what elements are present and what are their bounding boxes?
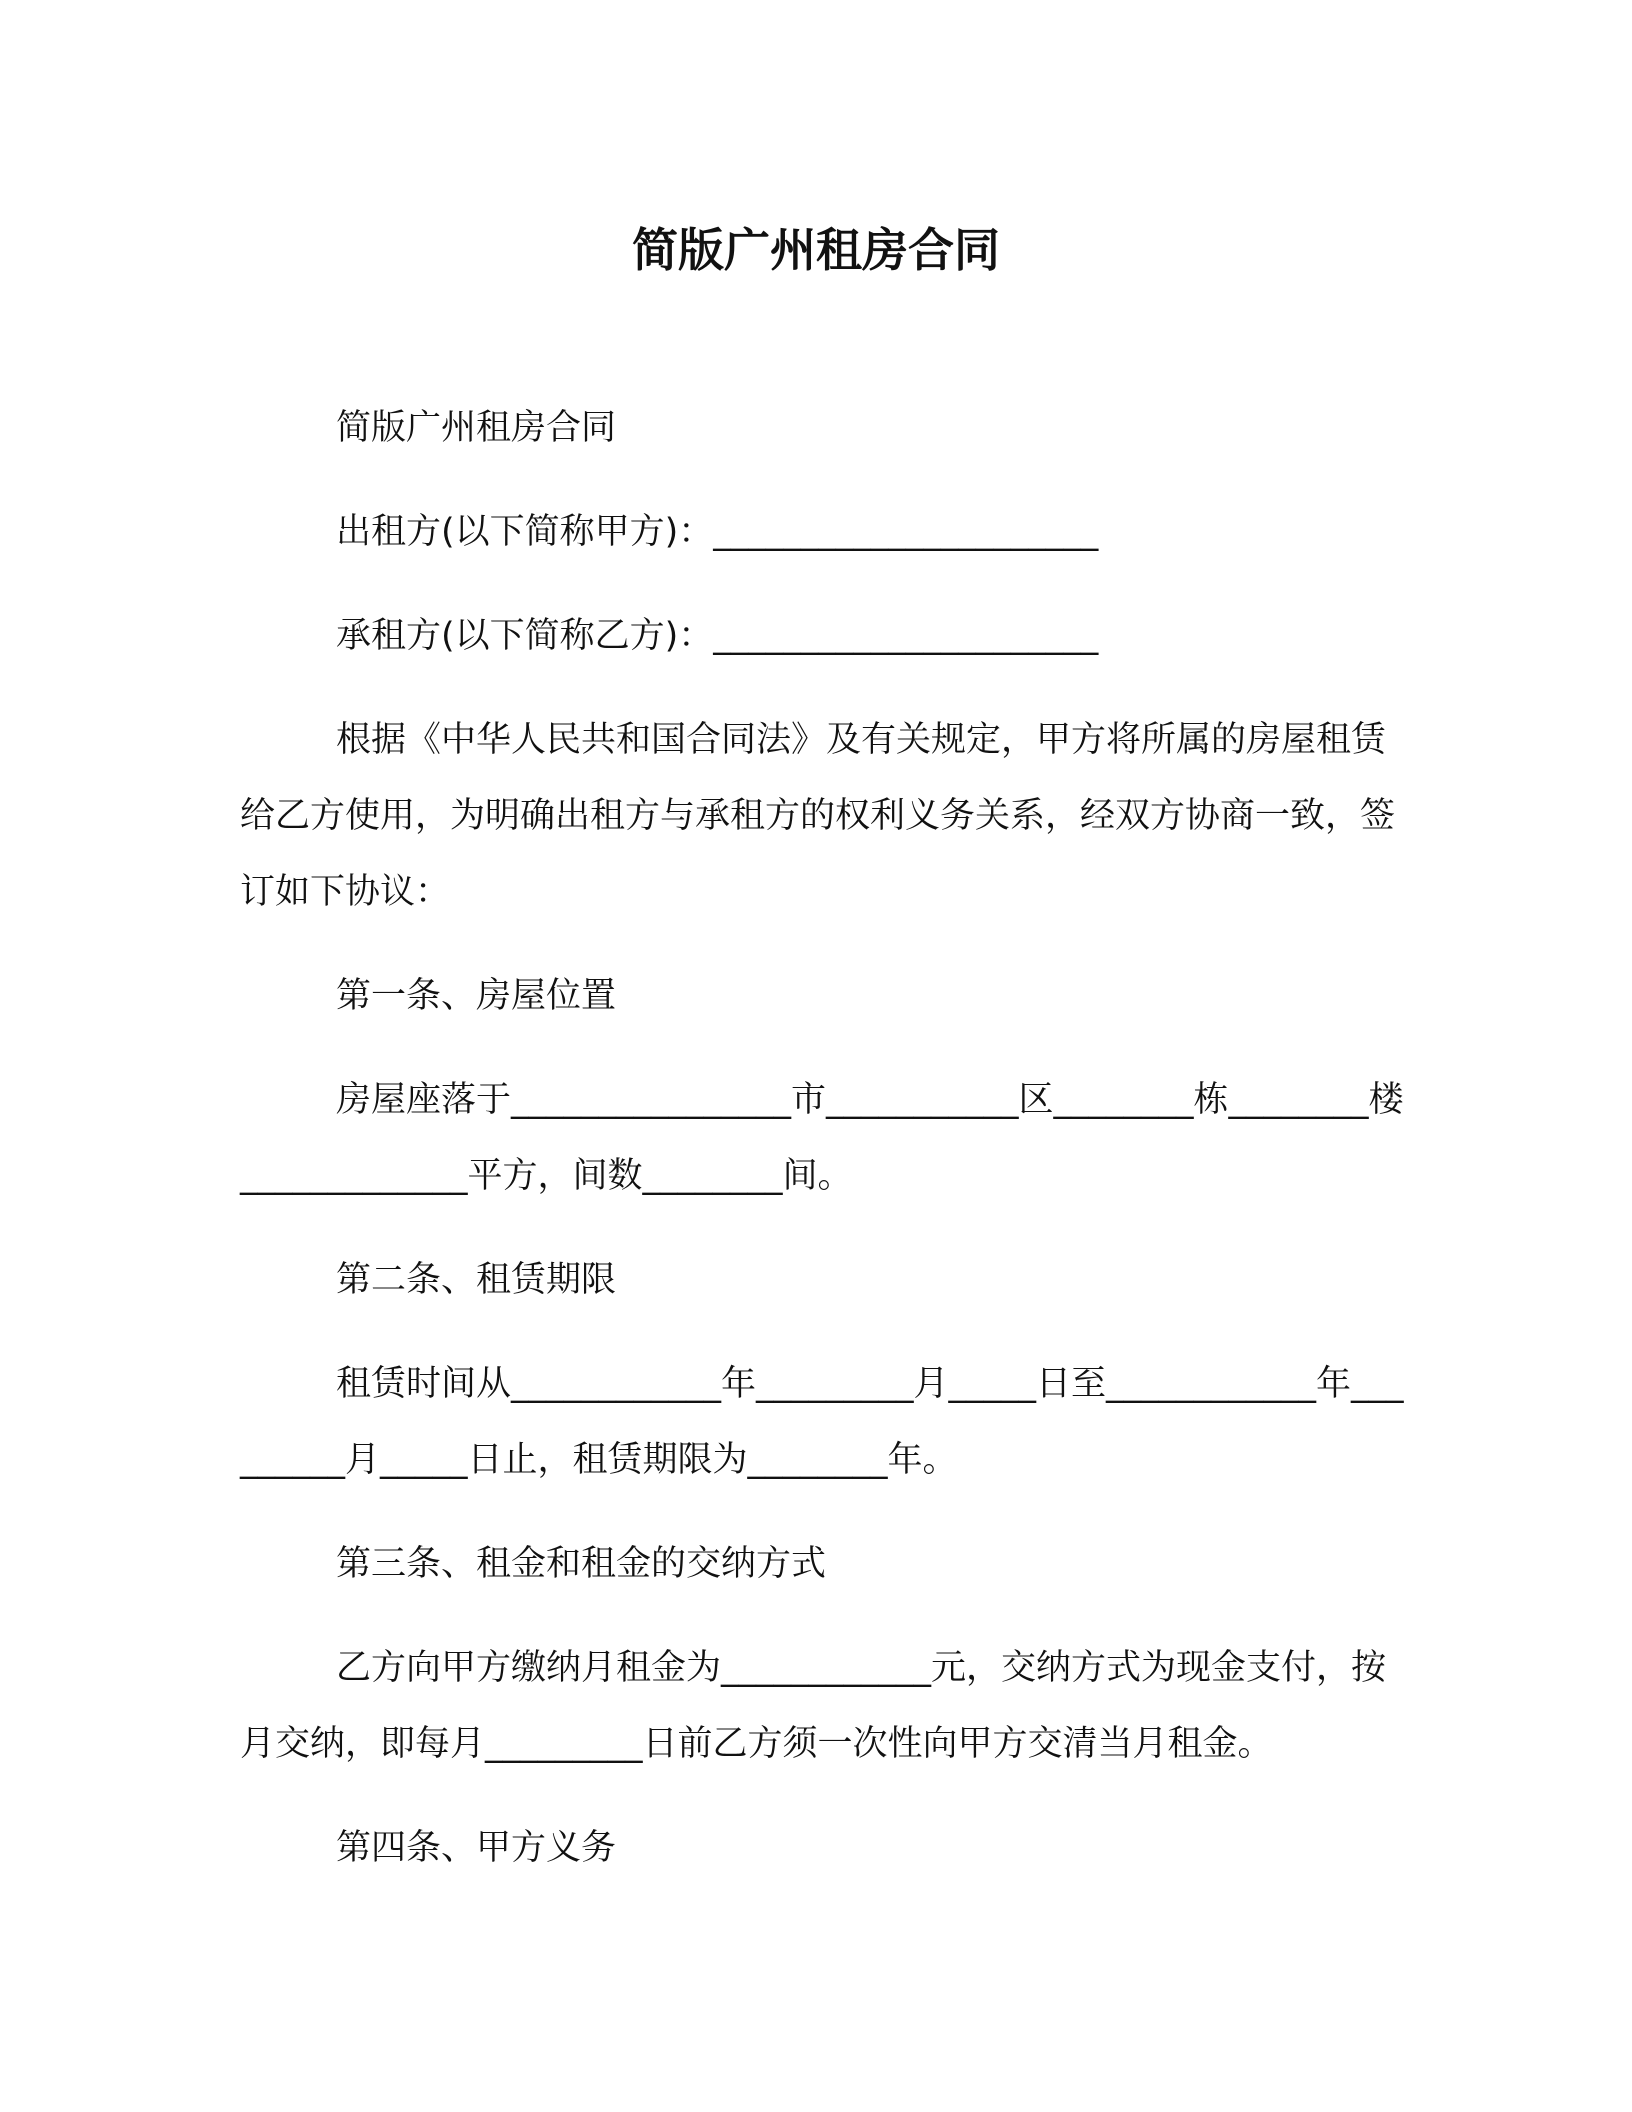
paragraph-article-3-body: 乙方向甲方缴纳月租金为____________元，交纳方式为现金支付，按月交纳，即每月_________日前乙方须一次性向甲方交清当月租金。 <box>240 1648 1387 1764</box>
paragraph-lessee: 承租方(以下简称乙方)：______________________ <box>336 616 1099 656</box>
paragraph-article-2-body: 租赁时间从____________年_________月_____日至____________年_________月_____日止，租赁期限为________年。 <box>240 1364 1404 1480</box>
paragraph-preamble: 根据《中华人民共和国合同法》及有关规定，甲方将所属的房屋租赁给乙方使用，为明确出租方与承租方的权利义务关系，经双方协商一致，签订如下协议： <box>240 720 1396 912</box>
document-title: 简版广州租房合同 <box>632 223 1000 277</box>
paragraph-subtitle: 简版广州租房合同 <box>336 408 617 448</box>
paragraph-article-4-heading: 第四条、甲方义务 <box>336 1828 617 1868</box>
paragraph-article-2-heading: 第二条、租赁期限 <box>336 1260 617 1300</box>
paragraph-article-3-heading: 第三条、租金和租金的交纳方式 <box>336 1544 827 1584</box>
paragraph-article-1-heading: 第一条、房屋位置 <box>336 976 617 1016</box>
paragraph-article-1-body: 房屋座落于________________市___________区________栋________楼_____________平方，间数________间。 <box>240 1080 1404 1196</box>
document-body <box>240 390 1410 1914</box>
paragraph-lessor: 出租方(以下简称甲方)：______________________ <box>336 512 1099 552</box>
